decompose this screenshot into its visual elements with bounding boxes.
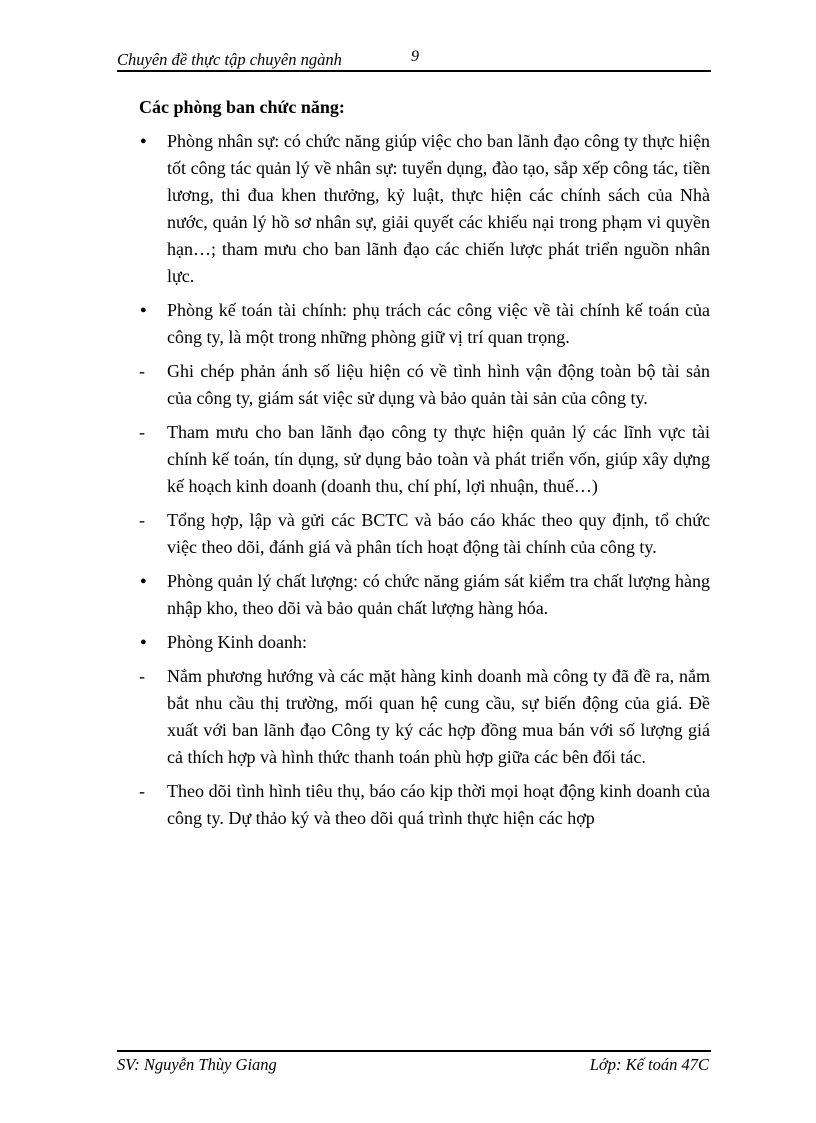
list-item-text: Phòng quản lý chất lượng: có chức năng giám sát kiểm tra chất lượng hàng nhập kho, theo dõi và bảo quản chất lượng hàng hóa.: [167, 571, 710, 618]
bullet-icon: ●: [140, 575, 147, 587]
page-body: [130, 94, 710, 839]
list-item: [130, 419, 710, 500]
list-item-text: Phòng nhân sự: có chức năng giúp việc cho ban lãnh đạo công ty thực hiện tốt công tác quản lý về nhân sự: tuyển dụng, đào tạo, sắp xếp công tác, tiền lương, thi đua khen thưởng, kỷ luật, thực hiện các chính sách của Nhà nước, quản lý hồ sơ nhân sự, giải quyết các khiếu nại trong phạm vi quyền hạn…; tham mưu cho ban lãnh đạo các chiến lược phát triển nguồn nhân lực.: [167, 131, 710, 286]
dash-marker: -: [139, 422, 145, 442]
dash-marker: -: [139, 781, 145, 801]
page-footer: [117, 1055, 709, 1077]
list-item: [130, 507, 710, 561]
dash-marker: -: [139, 361, 145, 381]
document-title: Chuyên đề thực tập chuyên ngành: [117, 50, 342, 69]
bullet-icon: ●: [140, 135, 147, 147]
dash-marker: -: [139, 510, 145, 530]
class-name: Lớp: Kế toán 47C: [589, 1055, 709, 1074]
list-item-text: Ghi chép phản ánh số liệu hiện có về tình hình vận động toàn bộ tài sản của công ty, giám sát việc sử dụng và bảo quản tài sản của công ty.: [167, 361, 710, 408]
student-name: SV: Nguyễn Thùy Giang: [117, 1055, 277, 1074]
list-item: [130, 778, 710, 832]
page-number: 9: [411, 48, 419, 65]
list-item-text: Tham mưu cho ban lãnh đạo công ty thực hiện quản lý các lĩnh vực tài chính kế toán, tín dụng, sử dụng bảo toàn và phát triển vốn, giúp xây dựng kế hoạch kinh doanh (doanh thu, chí phí, lợi nhuận, thuế…): [167, 422, 710, 496]
list-item-text: Theo dõi tình hình tiêu thụ, báo cáo kịp thời mọi hoạt động kinh doanh của công ty. Dự thảo ký và theo dõi quá trình thực hiện các hợp: [167, 781, 710, 828]
list-item: [130, 629, 710, 656]
list-item: [130, 568, 710, 622]
section-heading: Các phòng ban chức năng:: [139, 97, 345, 117]
list-item-text: Phòng Kinh doanh:: [167, 632, 308, 652]
list-item-text: Nắm phương hướng và các mặt hàng kinh doanh mà công ty đã đề ra, nắm bắt nhu cầu thị trường, mối quan hệ cung cầu, sự biến động của giá. Đề xuất với ban lãnh đạo Công ty ký các hợp đồng mua bán với số lượng giá cả thích hợp và hình thức thanh toán phù hợp giữa các bên đối tác.: [167, 666, 710, 767]
bullet-icon: ●: [140, 636, 147, 648]
bullet-icon: ●: [140, 304, 147, 316]
list-item-text: Phòng kế toán tài chính: phụ trách các công việc về tài chính kế toán của công ty, là một trong những phòng giữ vị trí quan trọng.: [167, 300, 710, 347]
dash-marker: -: [139, 666, 145, 686]
header-divider: [117, 70, 711, 72]
list-item: [130, 358, 710, 412]
footer-divider: [117, 1050, 711, 1052]
page-header: [117, 48, 709, 70]
list-item: [130, 297, 710, 351]
list-item: [130, 128, 710, 290]
list-item: [130, 663, 710, 771]
list-item-text: Tổng hợp, lập và gửi các BCTC và báo cáo khác theo quy định, tổ chức việc theo dõi, đánh giá và phân tích hoạt động tài chính của công ty.: [167, 510, 710, 557]
